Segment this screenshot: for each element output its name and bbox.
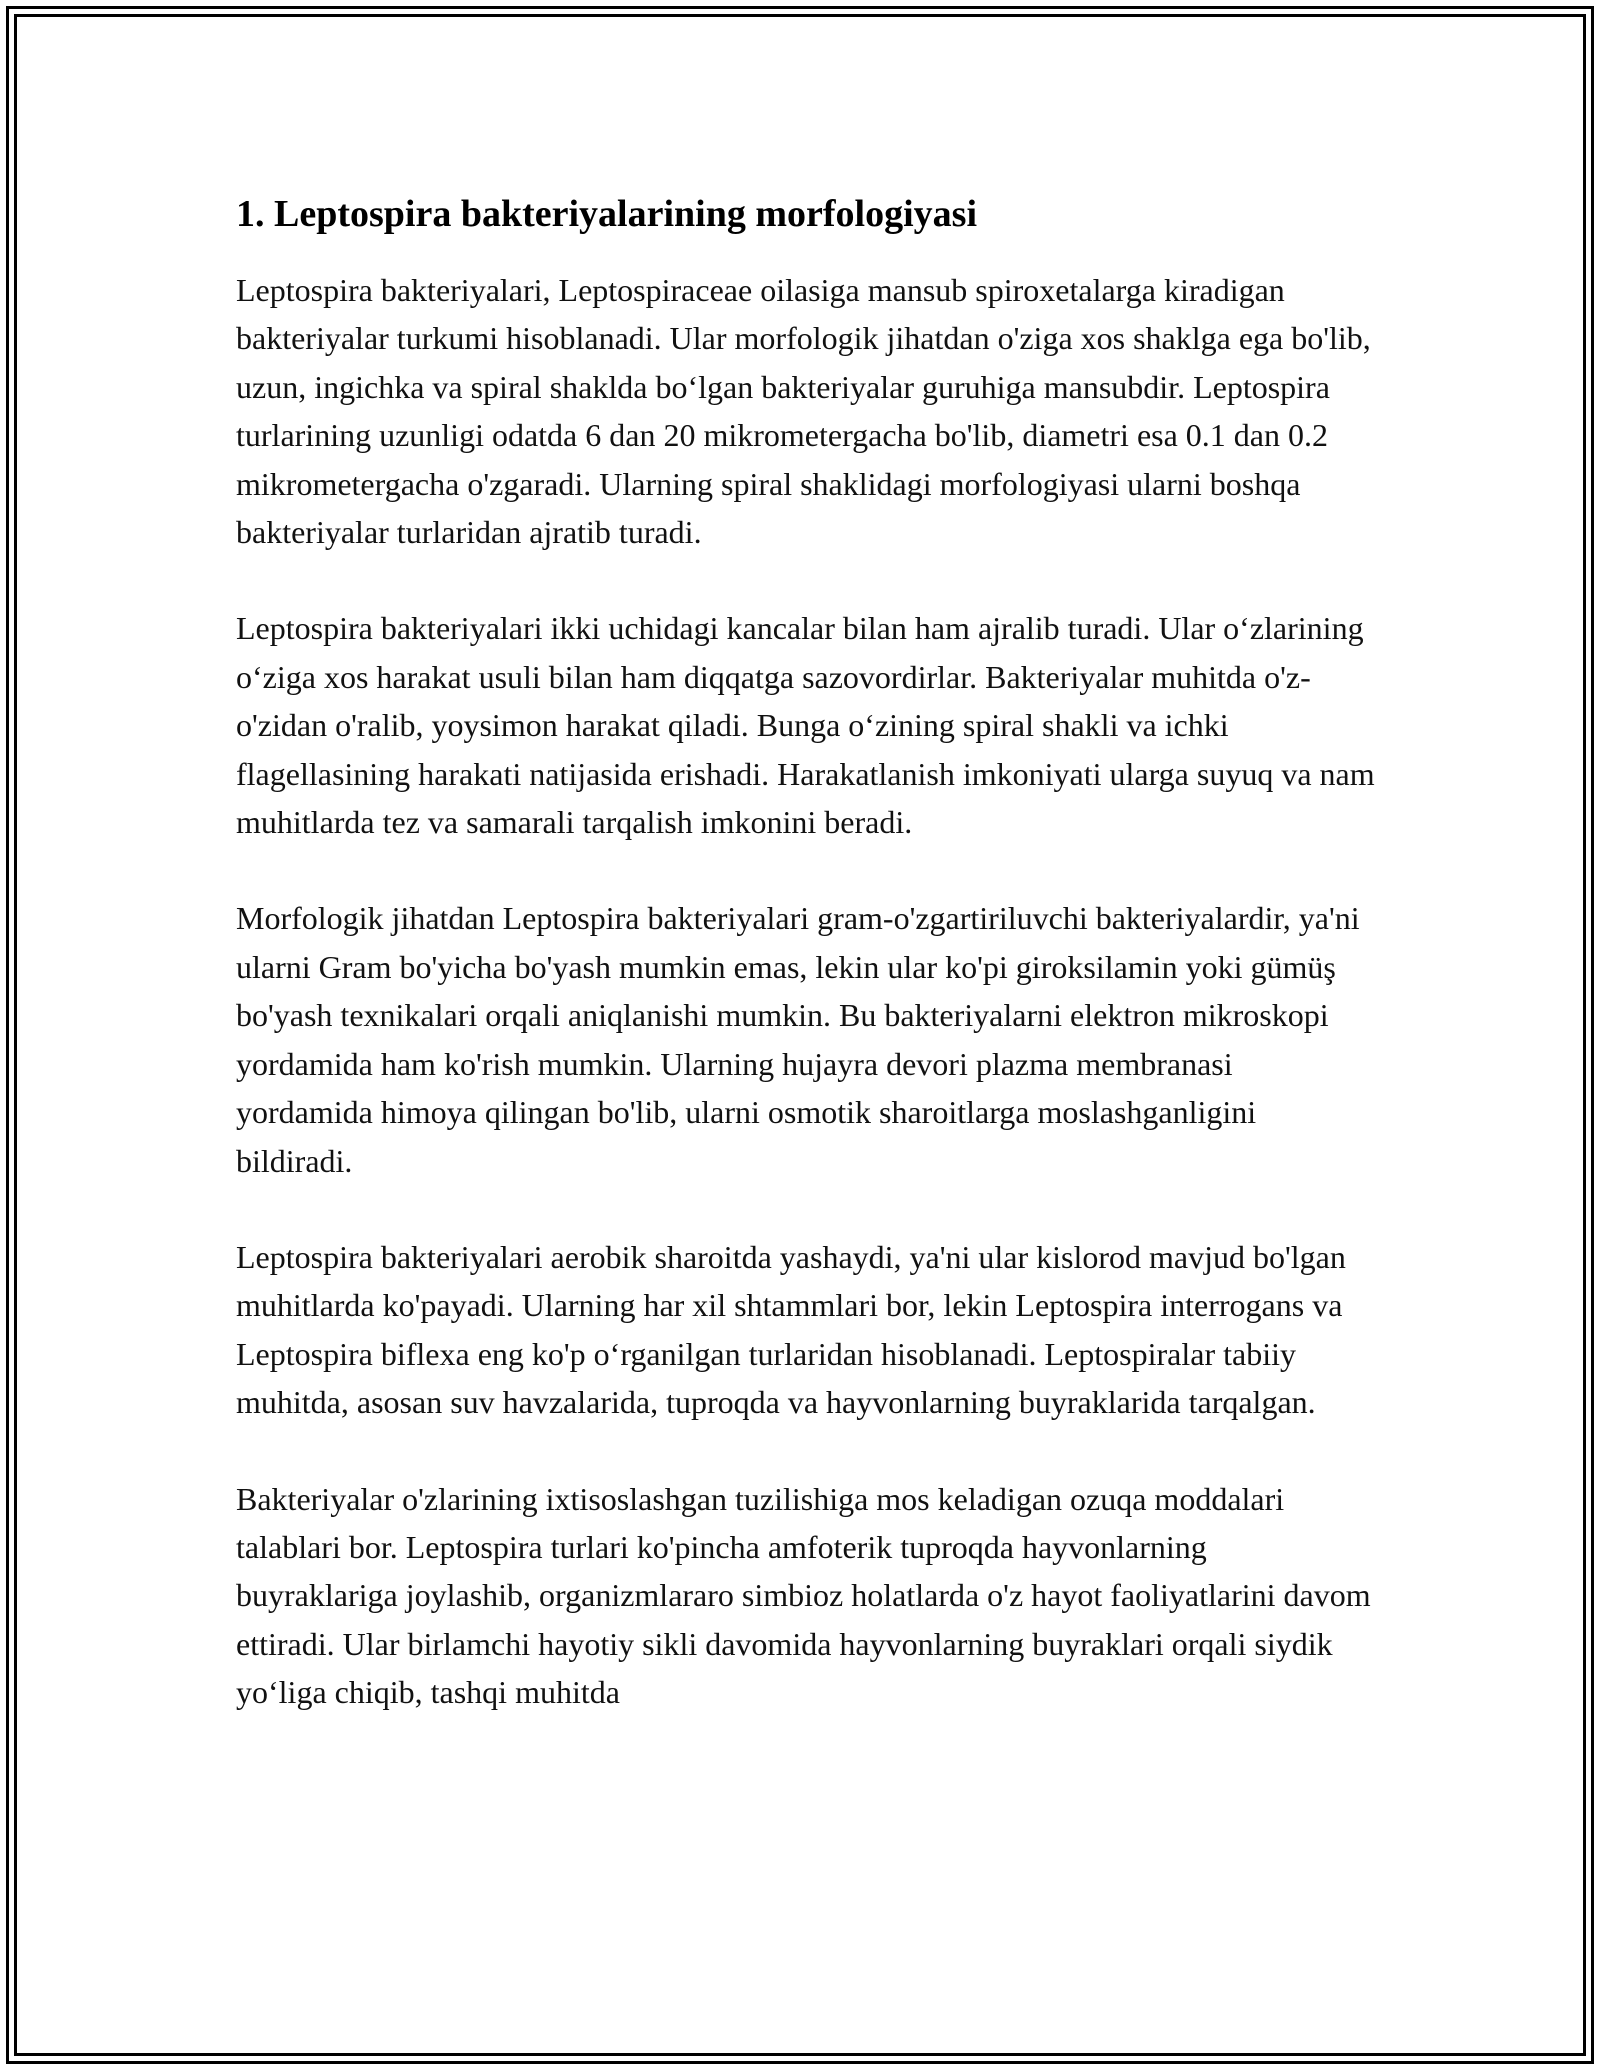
paragraph-5: Bakteriyalar o'zlarining ixtisoslashgan tuzilishiga mos keladigan ozuqa moddalari talablari bor. Leptospira turlari ko'pincha amfoterik tuproqda hayvonlarning buyraklariga joylashib, organizmlararo simbioz holatlarda o'z hayot faoliyatlarini davom ettiradi. Ular birlamchi hayotiy sikli davomida hayvonlarning buyraklari orqali siydik yoʻliga chiqib, tashqi muhitda	[236, 1480, 1371, 1711]
paragraph-2: Leptospira bakteriyalari ikki uchidagi kancalar bilan ham ajralib turadi. Ular oʻzlarining oʻziga xos harakat usuli bilan ham diqqatga sazovordirlar. Bakteriyalar muhitda o'z-o'zidan o'ralib, yoysimon harakat qiladi. Bunga oʻzining spiral shakli va ichki flagellasining harakati natijasida erishadi. Harakatlanish imkoniyati ularga suyuq va nam muhitlarda tez va samarali tarqalish imkonini beradi.	[236, 610, 1375, 841]
paragraph-3: Morfologik jihatdan Leptospira bakteriyalari gram-o'zgartiriluvchi bakteriyalardir, ya'ni ularni Gram bo'yicha bo'yash mumkin emas, lekin ular ko'pi giroksilamin yoki gümüş bo'yash texnikalari orqali aniqlanishi mumkin. Bu bakteriyalarni elektron mikroskopi yordamida ham ko'rish mumkin. Ularning hujayra devori plazma membranasi yordamida himoya qilingan bo'lib, ularni osmotik sharoitlarga moslashganligini bildiradi.	[236, 900, 1360, 1179]
paragraph-1: Leptospira bakteriyalari, Leptospiraceae oilasiga mansub spiroxetalarga kiradigan bakteriyalar turkumi hisoblanadi. Ular morfologik jihatdan o'ziga xos shaklga ega bo'lib, uzun, ingichka va spiral shaklda boʻlgan bakteriyalar guruhiga mansubdir. Leptospira turlarining uzunligi odatda 6 dan 20 mikrometergacha bo'lib, diametri esa 0.1 dan 0.2 mikrometergacha o'zgaradi. Ularning spiral shaklidagi morfologiyasi ularni boshqa bakteriyalar turlaridan ajratib turadi.	[236, 272, 1371, 551]
document-body	[236, 188, 1376, 1717]
paragraph-4: Leptospira bakteriyalari aerobik sharoitda yashaydi, ya'ni ular kislorod mavjud bo'lgan muhitlarda ko'payadi. Ularning har xil shtammlari bor, lekin Leptospira interrogans va Leptospira biflexa eng ko'p oʻrganilgan turlaridan hisoblanadi. Leptospiralar tabiiy muhitda, asosan suv havzalarida, tuproqda va hayvonlarning buyraklarida tarqalgan.	[236, 1238, 1346, 1421]
section-heading: 1. Leptospira bakteriyalarining morfologiyasi	[236, 193, 977, 235]
